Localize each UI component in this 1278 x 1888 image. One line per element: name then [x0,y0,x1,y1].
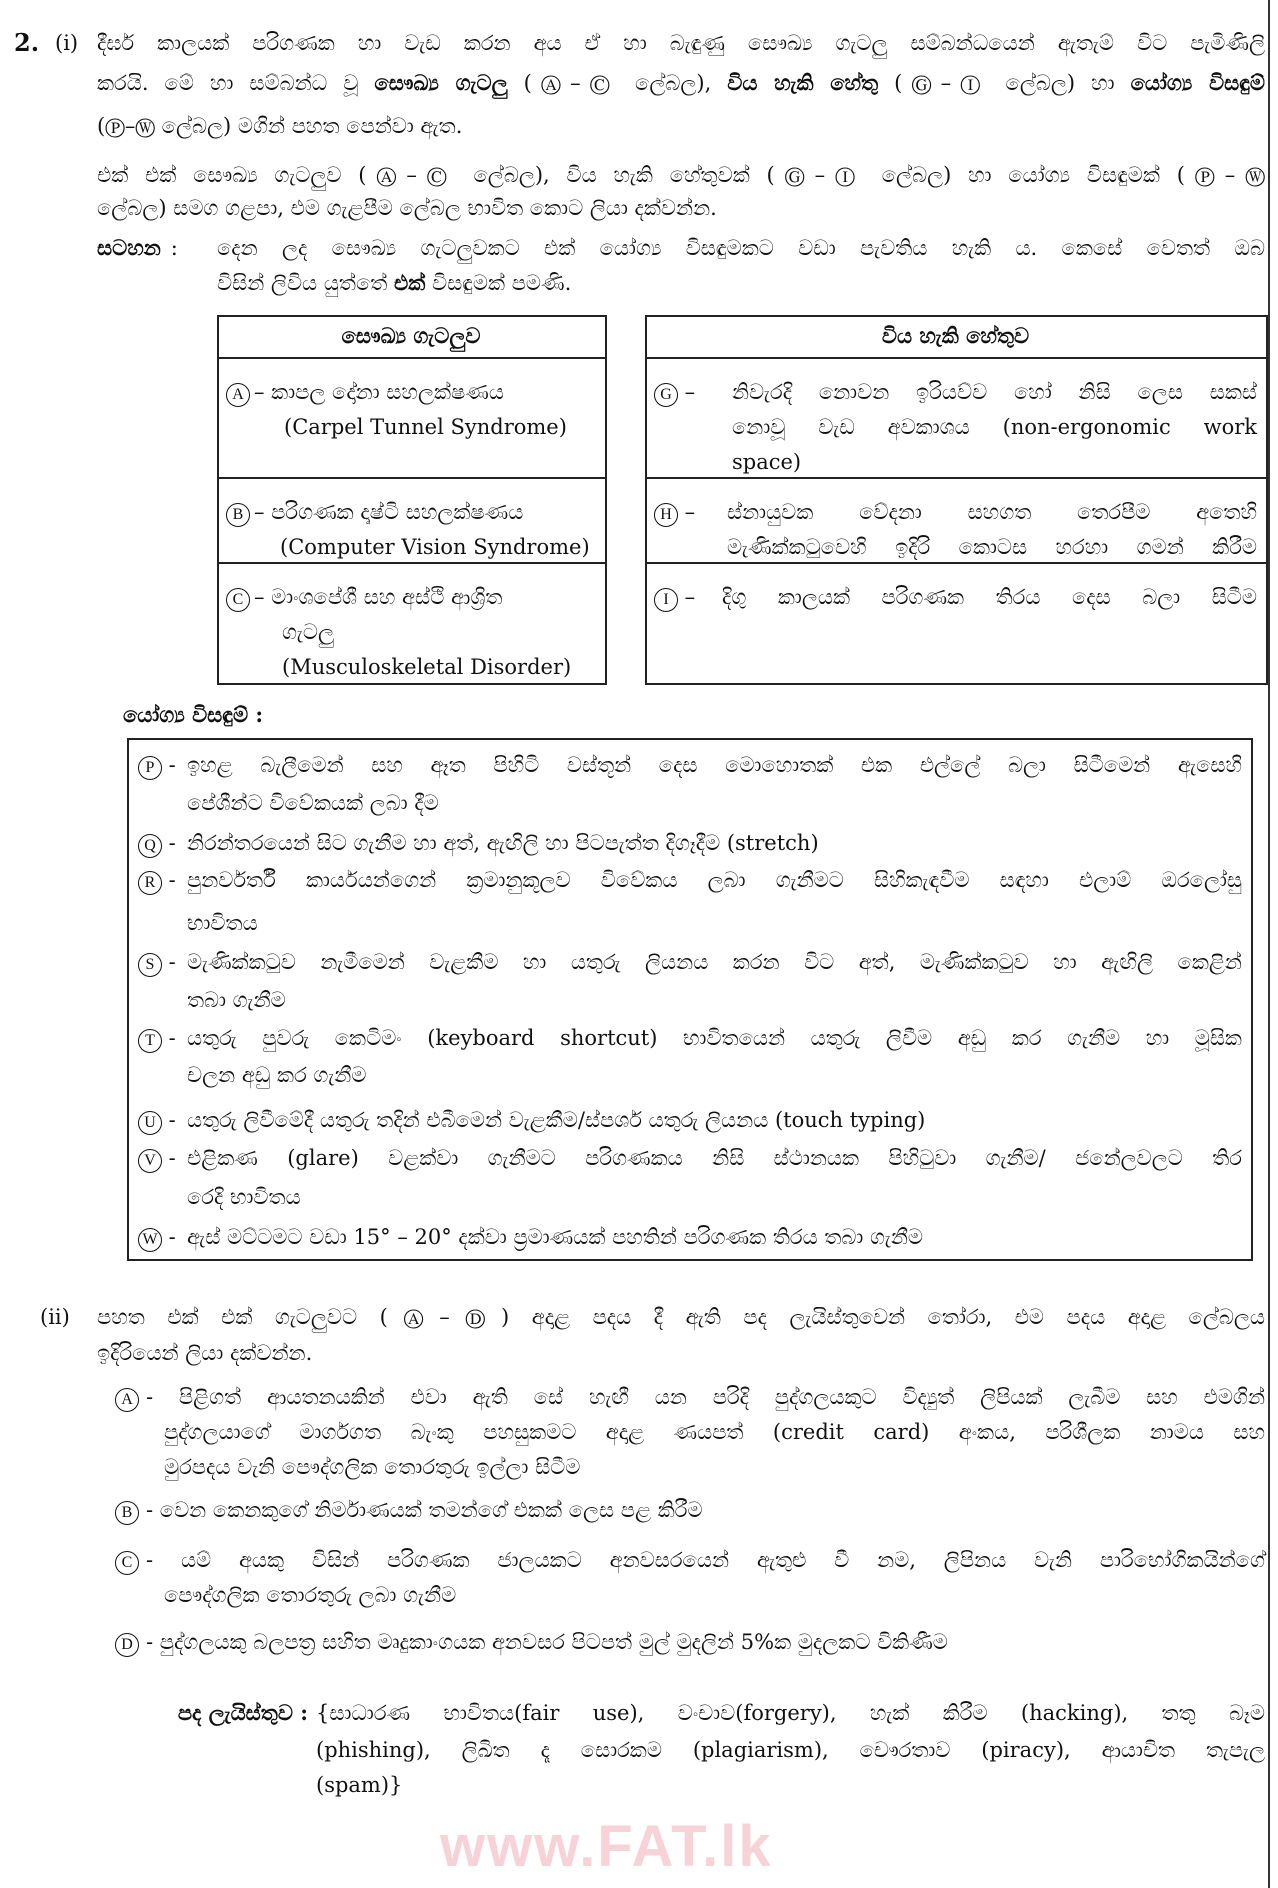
problem-A-line: (Carpel Tunnel Syndrome) [284,415,567,439]
remedy-line: එළිකණ (glare) වළක්වා ගැනීමට පරිගණකය නිසි ස්ථානයක පිහිටුවා ගැනීම/ ජනේලවලට තිර [187,1146,1242,1170]
remedy-label-icon: P - [138,751,176,780]
cause-G-line: නොවූ වැඩ අවකාශය (non-ergonomic work [732,415,1257,439]
word-list-label: පද ලැයිස්තුව : [177,1700,308,1725]
part-ii-instruction-1: පහත එක් එක් ගැටලුවට (Ⓐ–Ⓓ) අදාළ පදය දී ඇති පද ලැයිස්තුවෙන් තෝරා, එම පදය අදාළ ලේබලය [97,1305,1265,1329]
circled-label: B [115,1501,139,1525]
circled-label: W [138,1228,162,1252]
instruction-line-1: එක් එක් සෞඛ්‍ය ගැටලුව (Ⓐ–Ⓒ ලේබල), විය හැකි හේතුවක් (Ⓖ–Ⓘ ලේබල) හා යෝග්‍ය විසඳුමක් (Ⓟ–Ⓦ [97,163,1265,187]
label-A-icon [226,378,250,407]
remedy-line: යතුරු පුවරු කෙටිමං (keyboard shortcut) භාවිතයෙන් යතුරු ලිවීම අඩු කර ගැනීම හා මූසික [187,1026,1242,1050]
bold-term: විය හැකි හේතු [727,70,879,95]
circled-label: V [138,1149,162,1173]
problem-B-line: – පරිගණක දෘෂ්ටි සහලක්ෂණය [254,500,524,524]
remedies-label: යෝග්‍ය විසඳුම් : [123,702,264,727]
question-number: 2. [14,28,40,57]
circled-label: Q [138,834,162,858]
cause-G-line: space) [732,450,802,474]
intro-line-1: දීර්ඝ කාලයක් පරිගණක හා වැඩ කරන අය ඒ හා බැඳුණු සෞඛ්‍ය ගැටලු සම්බන්ධයෙන් ඇතැම් විට පැමිණිලි [97,31,1265,55]
intro-line-3: (Ⓟ–Ⓦ ලේබල) මගින් පහත පෙන්වා ඇත. [97,114,463,138]
label-B-icon [226,498,250,527]
remedy-label-icon: S - [138,948,176,977]
bold-term: සෞඛ්‍ය ගැටලු [374,70,508,95]
problem-C-line: (Musculoskeletal Disorder) [282,655,572,679]
remedy-label-icon: V - [138,1144,176,1173]
circled-label: C [226,588,250,612]
circled-label: A [226,383,250,407]
circled-label: T [138,1029,162,1053]
remedy-line: පේශීන්ට විවේකයක් ලබා දීම [187,791,439,815]
remedy-line: චලන අඩු කර ගැනීම [187,1063,367,1087]
circled-label: G [654,383,678,407]
remedy-label-icon: Q - [138,829,176,858]
item-line: පුද්ගලයාගේ මාර්ගගත බැංකු පහසුකමට අදාළ ණයපත් (credit card) අංකය, පරිශීලක නාමය සහ [164,1420,1265,1444]
word-list-line: {සාධාරණ භාවිතය(fair use), වංචාව(forgery), හැක් කිරීම (hacking), තතු බෑම [316,1701,1265,1725]
remedy-label-icon: T - [138,1024,176,1053]
circled-label: H [654,503,678,527]
item-label-icon [115,1496,139,1525]
divider [217,562,605,564]
label-H-icon: H – [654,498,695,527]
note-colon: : [170,236,178,260]
item-line: - පුද්ගලයකු බලපත්‍ර සහිත මෘදුකාංගයක අනවසර පිටපත් මුල් මුදලින් 5%ක මුදලකට විකිණීම [146,1630,948,1654]
remedy-line: රෙදි භාවිතය [187,1185,301,1209]
remedy-line: පුනර්වර්තී කාර්යයන්ගෙන් ක්‍රමානුකූලව විවේකය ලබා ගැනීමට සිහිකැඳවීම සඳහා එලාම් ඔරලෝසු [187,868,1242,892]
remedy-line: තබා ගැනීම [187,988,286,1012]
bold-term: යෝග්‍ය විසඳුම් [1130,70,1266,95]
circled-label: P [138,756,162,780]
label-I-icon: I – [654,583,695,612]
note-label: සටහන [97,235,161,260]
item-label-icon [115,1546,139,1575]
remedy-line: ඇස් මට්ටමට වඩා 15° – 20° දක්වා ප්‍රමාණයක් පහතින් පරිගණක තිරය තබා ගැනීම [187,1225,924,1249]
circled-label: I [654,588,678,612]
remedy-line: මැණික්කටුව නැමීමෙන් වැළකීම හා යතුරු ලියනය කරන විට අත්, මැණික්කටුව හා ඇඟිලි කෙළින් [187,950,1242,974]
divider [217,477,605,479]
word-list-line: (phishing), ලිඛිත දෑ සොරකම (plagiarism), චෞරතාව (piracy), ආයාචිත තැපැල [316,1738,1265,1762]
remedy-line: භාවිතය [187,911,258,935]
item-line: - පිළිගත් ආයතනයකින් එවා ඇති සේ හැඟී යන පරිදි පුද්ගලයකුට විද්‍යුත් ලිපියක් ලැබීම සහ එමගින් [146,1385,1265,1409]
intro-line-2 [97,69,1265,97]
circled-label: S [138,953,162,977]
part-ii-instruction-2: ඉදිරියෙන් ලියා දක්වන්න. [97,1341,313,1365]
label-G-icon: G – [654,378,695,407]
note-label-group [97,234,178,262]
note-line-1: දෙන ලද සෞඛ්‍ය ගැටලුවකට එක් යෝග්‍ය විසඳුමකට වඩා පැවතිය හැකි ය. කෙසේ වෙතත් ඔබ [217,236,1265,260]
circled-label: U [138,1111,162,1135]
note-line-2 [217,269,571,297]
text: විසින් ලිවිය යුත්තේ [217,271,395,295]
circled-label: B [226,503,250,527]
item-line: - වෙන කෙනකුගේ නිර්මාණයක් තමන්ගේ එකක් ලෙස පළ කිරීම [146,1498,703,1522]
cause-H-line: ස්නායුවක වේදනා සහගත තෙරපීම අතෙහි [727,500,1257,524]
cause-H-line: මැණික්කටුවෙහි ඉදිරි කොටස හරහා ගමන් කිරීම [727,535,1257,559]
remedy-label-icon: W - [138,1223,176,1252]
bold-term: එක් [394,270,426,295]
circled-label: D [115,1633,139,1657]
circled-label: R [138,871,162,895]
divider [645,357,1266,359]
text: (Ⓐ–Ⓒ ලේබල), [507,71,728,95]
remedy-label-icon: U - [138,1106,176,1135]
problem-C-line: – මාංශපේශී සහ අස්ථි ආශ්‍රිත [254,585,503,609]
text: (Ⓖ–Ⓘ ලේබල) හා [878,71,1131,95]
remedy-line: යතුරු ලිවීමේදී යතුරු තදින් එබීමෙන් වැළකීම/ස්පර්ශ යතුරු ලියනය (touch typing) [187,1108,926,1132]
page-right-border [1268,0,1270,1888]
circled-label: A [115,1388,139,1412]
text: විසඳුමක් පමණි. [425,271,572,295]
problem-B-line: (Computer Vision Syndrome) [280,535,590,559]
cause-G-line: නිවැරදි නොවන ඉරියව්ව හෝ නිසි ලෙස සකස් [732,380,1257,404]
word-list-line: (spam)} [316,1773,403,1797]
divider [645,477,1266,479]
item-label-icon [115,1383,139,1412]
item-line: - යම් අයකු විසින් පරිගණක ජාලයකට අනවසරයෙන් ඇතුළු වී නම, ලිපිනය වැනි පාරිභෝගිකයින්ගේ [146,1548,1265,1572]
remedy-line: නිරන්තරයෙන් සිට ගැනීම හා අත්, ඇඟිලි හා පිටපැත්ත දිගෑදීම (stretch) [187,831,819,855]
item-label-icon [115,1628,139,1657]
part-ii-label: (ii) [40,1305,70,1329]
label-C-icon [226,583,250,612]
problems-table-header: සෞඛ්‍ය ගැටලුව [341,323,481,348]
causes-table-header: විය හැකි හේතුව [881,323,1030,348]
circled-label: C [115,1551,139,1575]
instruction-line-2: ලේබල) සමග ගළපා, එම ගැළපීම ලේබල භාවිත කොට ලියා දක්වන්න. [97,196,717,220]
watermark: www.FAT.lk [440,1814,773,1879]
item-line: මුරපදය වැනි පෞද්ගලික තොරතුරු ඉල්ලා සිටීම [164,1455,581,1479]
remedy-label-icon: R - [138,866,176,895]
divider [645,562,1266,564]
divider [217,357,605,359]
remedy-line: ඉහළ බැලීමෙන් සහ ඈත පිහිටි වස්තූන් දෙස මොහොතක් එක එල්ලේ බලා සිටීමෙන් ඇසෙහි [187,753,1242,777]
part-i-label: (i) [55,31,79,55]
cause-I-line: දිගු කාලයක් පරිගණක තිරය දෙස බලා සිටීම [722,585,1257,609]
text: කරයි. මේ හා සම්බන්ධ වූ [97,71,375,95]
problem-C-line: ගැටලු [282,620,334,644]
item-line: පෞද්ගලික තොරතුරු ලබා ගැනීම [164,1583,457,1607]
problem-A-line: – කාපල දෝනා සහලක්ෂණය [254,380,504,404]
